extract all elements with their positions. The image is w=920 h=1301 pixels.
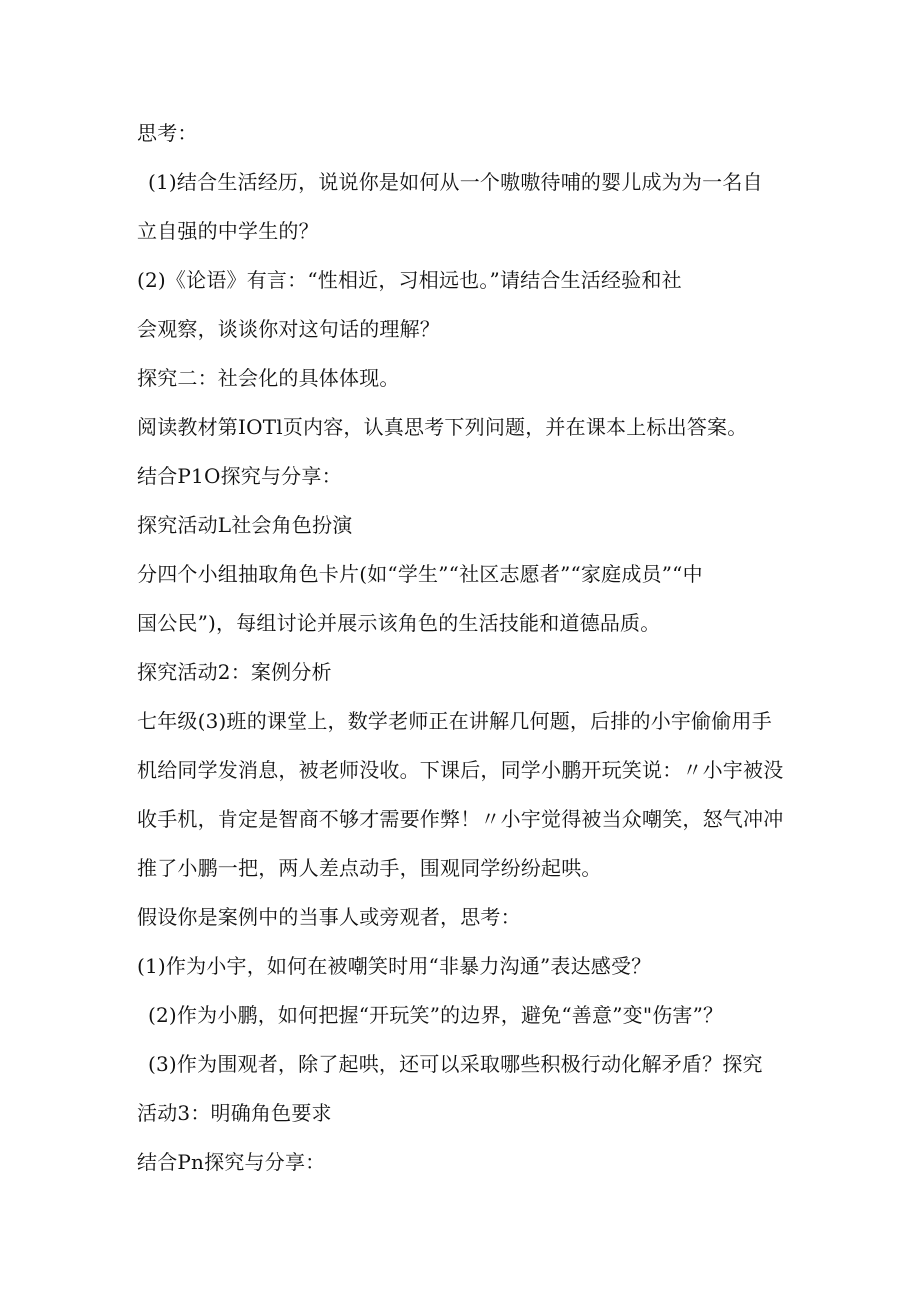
text-line-case-2: 机给同学发消息，被老师没收。下课后，同学小鹏开玩笑说：〃小宇被没 (137, 758, 784, 782)
text-line-activity-2-heading: 探究活动2：案例分析 (137, 660, 332, 684)
text-line-question-2: (2)《论语》有言：“性相近，习相远也。”请结合生活经验和社 (137, 268, 682, 292)
text-line-pn-share: 结合Pn探究与分享： (137, 1150, 326, 1174)
text-line-case-3: 收手机，肯定是智商不够才需要作弊！〃小宇觉得被当众嘲笑，怒气冲冲 (137, 807, 784, 831)
text-line-question-1-cont: 立自强的中学生的？ (137, 219, 319, 243)
text-line-case-1: 七年级(3)班的课堂上，数学老师正在讲解几何题，后排的小宇偷偷用手 (137, 709, 772, 733)
text-line-case-question-1: (1)作为小宇，如何在被嘲笑时用“非暴力沟通”表达感受？ (137, 954, 652, 978)
text-line-reading-instruction: 阅读教材第IOTl页内容，认真思考下列问题，并在课本上标出答案。 (137, 415, 748, 439)
text-line-activity-1-desc-cont: 国公民”)，每组讨论并展示该角色的生活技能和道德品质。 (137, 611, 661, 635)
text-line-activity-3-heading: 活动3：明确角色要求 (137, 1101, 332, 1125)
text-line-case-question-2: (2)作为小鹏，如何把握“开玩笑”的边界，避免“善意”变"伤害”？ (148, 1003, 724, 1027)
text-line-thinking-heading: 思考： (137, 121, 198, 145)
text-line-p10-share: 结合P1O探究与分享： (137, 464, 342, 488)
text-line-assume-prompt: 假设你是案例中的当事人或旁观者，思考： (137, 905, 521, 929)
text-line-activity-1-desc: 分四个小组抽取角色卡片(如“学生”“社区志愿者”“家庭成员”“中 (137, 562, 703, 586)
text-line-question-1: (1)结合生活经历，说说你是如何从一个嗷嗷待哺的婴儿成为为一名自 (148, 170, 763, 194)
text-line-case-4: 推了小鹏一把，两人差点动手，围观同学纷纷起哄。 (137, 856, 602, 880)
text-line-case-question-3: (3)作为围观者，除了起哄，还可以采取哪些积极行动化解矛盾？探究 (148, 1052, 763, 1076)
text-line-question-2-cont: 会观察，谈谈你对这句话的理解？ (137, 317, 440, 341)
text-line-inquiry-2-heading: 探究二：社会化的具体体现。 (137, 366, 400, 390)
text-line-activity-1-heading: 探究活动L社会角色扮演 (137, 513, 353, 537)
